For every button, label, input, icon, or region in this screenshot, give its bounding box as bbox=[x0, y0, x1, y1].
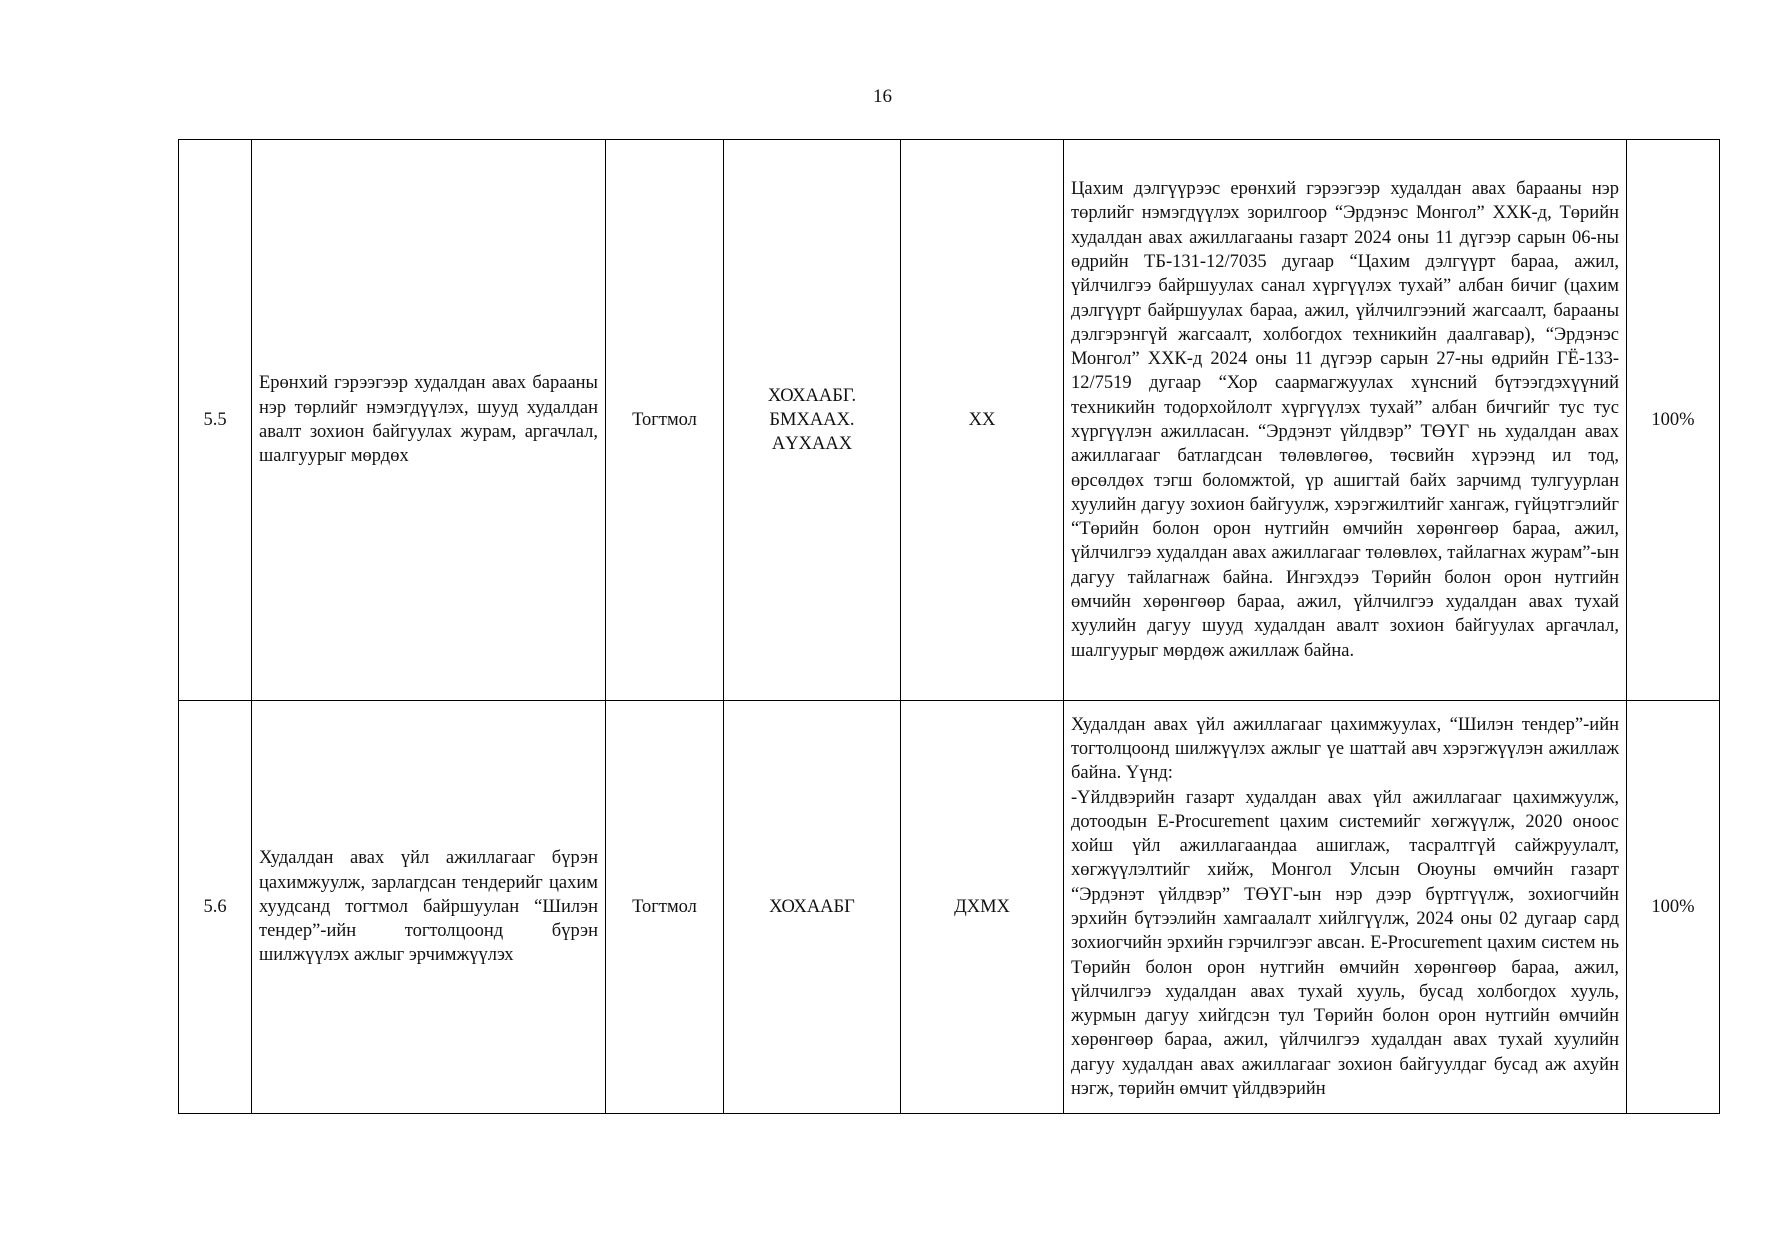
organization-line: ХОХААБГ bbox=[769, 896, 855, 917]
term-cell: Тогтмол bbox=[606, 701, 724, 1114]
organization-cell bbox=[724, 701, 901, 1114]
task-description: Худалдан авах үйл ажиллагааг бүрэн цахимжуулж, зарлагдсан тендерийг цахим хуудсанд тогтмол байршуулан “Шилэн тендер”-ийн тогтолцоонд бүрэн шилжүүлэх ажлыг эрчимжүүлэх bbox=[252, 701, 606, 1114]
row-number: 5.6 bbox=[179, 701, 252, 1114]
result-paragraph: -Үйлдвэрийн газарт худалдан авах үйл ажиллагааг цахимжуулж, дотоодын E-Procurement цахим системийг хөгжүүлж, 2020 оноос хойш үйл ажиллагаандаа ашиглаж, тасралтгүй сайжруулалт, хөгжүүлэлтийг хийж, Монгол Улсын Оюуны өмчийн газарт “Эрдэнэт үйлдвэр” ТӨҮГ-ын нэр дээр бүртгүүлж, зохиогчийн эрхийн бүтээлийн хамгаалалт хийлгүүлж, 2024 оны 02 дугаар сард зохиогчийн эрхийн гэрчилгээг авсан. E-Procurement цахим систем нь Төрийн болон орон нутгийн өмчийн хөрөнгөөр бараа, ажил, үйлчилгээ худалдан авах тухай хууль, бусад холбогдох хууль, журмын дагуу хийгдсэн тул Төрийн болон орон нутгийн өмчийн хөрөнгөөр бараа, ажил, үйлчилгээ худалдан авах тухай хуулийн дагуу худалдан авах ажиллагааг зохион байгуулдаг бусад аж ахуйн нэгж, төрийн өмчит үйлдвэрийн bbox=[1071, 787, 1619, 1100]
organization-cell bbox=[724, 140, 901, 701]
organization-line: БМХААХ. bbox=[769, 409, 855, 430]
task-description: Ерөнхий гэрээгээр худалдан авах барааны нэр төрлийг нэмэгдүүлэх, шууд худалдан авалт зохион байгуулах журам, аргачлал, шалгуурыг мөрдөх bbox=[252, 140, 606, 701]
page-number: 16 bbox=[873, 86, 892, 107]
organization-line: АҮХААХ bbox=[771, 434, 853, 455]
completion-percent: 100% bbox=[1627, 140, 1720, 701]
table-row bbox=[179, 701, 1720, 1114]
implementation-result: Цахим дэлгүүрээс ерөнхий гэрээгээр худалдан авах барааны нэр төрлийг нэмэгдүүлэх зорилгоор “Эрдэнэс Монгол” ХХК-д, Төрийн худалдан авах ажиллагааны газарт 2024 оны 11 дүгээр сарын 06-ны өдрийн ТБ-131-12/7035 дугаар “Цахим дэлгүүрт бараа, ажил, үйлчилгээ байршуулах санал хүргүүлэх тухай” албан бичиг (цахим дэлгүүрт байршуулах бараа, ажил, үйлчилгээний жагсаалт, барааны дэлгэрэнгүй жагсаалт, холбогдох техникийн даалгавар), “Эрдэнэс Монгол” ХХК-д 2024 оны 11 дүгээр сарын 27-ны өдрийн ГЁ-133-12/7519 дугаар “Хор саармагжуулах хүнсний бүтээгдэхүүний техникийн тодорхойлолт хүргүүлэх тухай” албан бичгийг тус тус хүргүүлэн ажилласан. “Эрдэнэт үйлдвэр” ТӨҮГ нь худалдан авах ажиллагааг батлагдсан төлөвлөгөө, төсвийн хүрээнд ил тод, өрсөлдөх тэгш боломжтой, үр ашигтай байх зарчимд тулгуурлан хуулийн дагуу зохион байгуулж, хэрэгжилтийг хангаж, гүйцэтгэлийг “Төрийн болон орон нутгийн өмчийн хөрөнгөөр бараа, ажил, үйлчилгээ худалдан авах ажиллагааг төлөвлөх, тайлагнах журам”-ын дагуу тайлагнаж байна. Ингэхдээ Төрийн болон орон нутгийн өмчийн хөрөнгөөр бараа, ажил, үйлчилгээ худалдан авах тухай хуулийн дагуу шууд худалдан авалт зохион байгуулах аргачлал, шалгуурыг мөрдөж ажиллаж байна. bbox=[1064, 140, 1627, 701]
term-cell: Тогтмол bbox=[606, 140, 724, 701]
report-table bbox=[178, 139, 1720, 1114]
table-row bbox=[179, 140, 1720, 701]
organization-line: ХОХААБГ. bbox=[767, 385, 857, 406]
responsible-cell: ХХ bbox=[901, 140, 1064, 701]
completion-percent: 100% bbox=[1627, 701, 1720, 1114]
result-paragraph: Худалдан авах үйл ажиллагааг цахимжуулах, “Шилэн тендер”-ийн тогтолцоонд шилжүүлэх ажлыг үе шаттай авч хэрэгжүүлэн ажиллаж байна. Үүнд: bbox=[1071, 714, 1619, 784]
responsible-cell: ДХМХ bbox=[901, 701, 1064, 1114]
row-number: 5.5 bbox=[179, 140, 252, 701]
implementation-result bbox=[1064, 701, 1627, 1114]
